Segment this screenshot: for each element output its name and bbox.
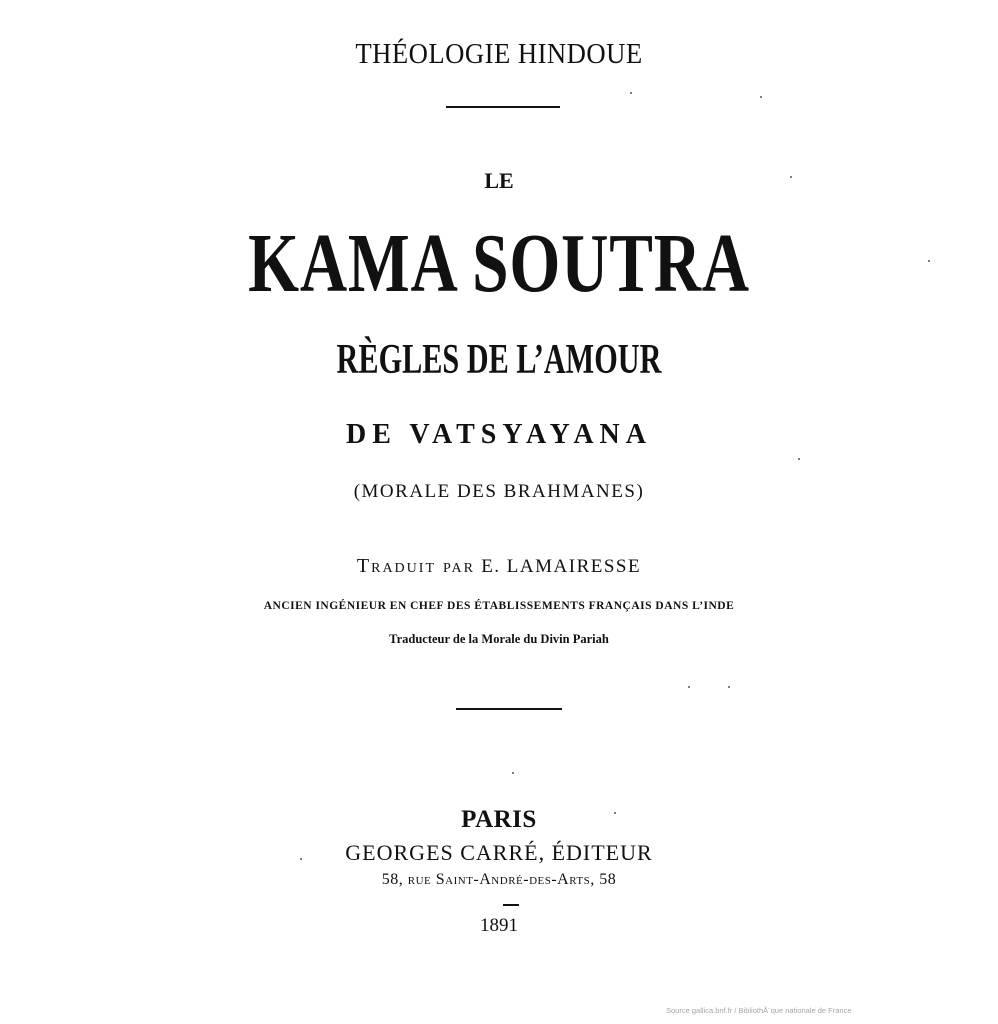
author-line: DE VATSYAYANA [345,419,652,450]
imprint-year: 1891 [480,915,518,936]
divider-rule-short [503,904,519,906]
scan-speck [790,176,792,178]
imprint-city: PARIS [461,806,537,833]
divider-rule-middle [456,708,562,710]
scan-speck [614,812,616,814]
scan-speck [728,686,730,688]
scan-speck [760,96,762,98]
main-title: KAMA SOUTRA [248,217,750,310]
divider-rule-top [446,106,560,108]
translator-credential-2: Traducteur de la Morale du Divin Pariah [389,632,609,646]
scan-speck [798,458,800,460]
translator-credential-1: ANCIEN INGÉNIEUR EN CHEF DES ÉTABLISSEMENTS FRANÇAIS DANS L’INDE [263,600,735,612]
scan-speck [688,686,690,688]
translator-line [0,556,998,576]
source-footer: Source gallica.bnf.fr / BibliothÃ¨que nationale de France [666,1006,852,1015]
scan-speck [928,260,930,262]
title-article: LE [484,168,514,193]
scan-speck [300,858,302,860]
series-title: THÉOLOGIE HINDOUE [355,38,643,70]
subject-line: (MORALE DES BRAHMANES) [353,481,645,502]
translator-name: E. LAMAIRESSE [481,556,642,577]
imprint-publisher: GEORGES CARRÉ, ÉDITEUR [345,840,653,865]
scan-speck [512,772,514,774]
translator-prefix: Traduit par [356,555,475,577]
imprint-address: 58, rue Saint-André-des-Arts, 58 [381,871,617,888]
scan-speck [630,92,632,94]
subtitle: RÈGLES DE L’AMOUR [336,337,662,383]
